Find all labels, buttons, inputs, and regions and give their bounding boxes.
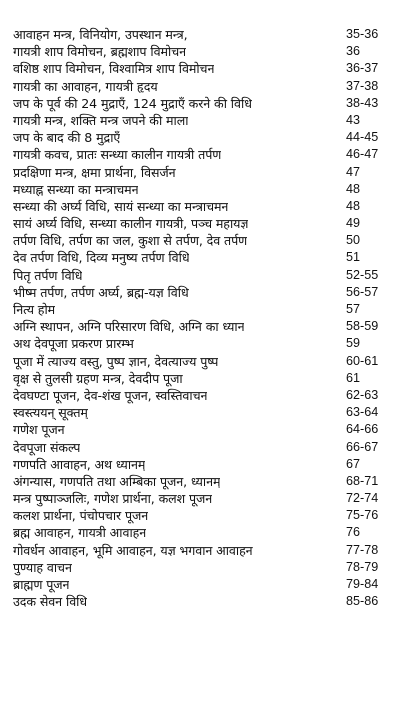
toc-entry-title: सायं अर्घ्य विधि, सन्ध्या कालीन गायत्री, पञ्च महायज्ञ: [13, 216, 249, 232]
toc-entry-pages: 44-45: [346, 130, 379, 145]
toc-entry-title: गणेश पूजन: [13, 422, 65, 438]
toc-entry-pages: 51: [346, 250, 361, 265]
toc-entry-title: प्रदक्षिणा मन्त्र, क्षमा प्रार्थना, विसर्जन: [13, 164, 176, 180]
toc-entry-pages: 56-57: [346, 284, 379, 299]
toc-entry: [0, 267, 411, 284]
toc-entry-pages: 62-63: [346, 387, 379, 402]
toc-entry-title: ब्राह्मण पूजन: [13, 577, 70, 592]
toc-entry: [0, 542, 411, 559]
toc-entry: [0, 112, 411, 129]
toc-entry-pages: 60-61: [346, 353, 379, 368]
toc-entry: [0, 473, 411, 490]
toc-entry-title: गायत्री का आवाहन, गायत्री हृदय: [13, 78, 158, 94]
toc-entry: [0, 284, 411, 301]
toc-entry: [0, 421, 411, 438]
toc-entry-title: गोवर्धन आवाहन, भूमि आवाहन, यज्ञ भगवान आवाहन: [13, 542, 253, 558]
toc-entry-title: वृक्ष से तुलसी ग्रहण मन्त्र, देवदीप पूजा: [13, 370, 183, 386]
toc-entry-title: जप के पूर्व की 24 मुद्राएँ, 124 मुद्राएँ करने की विधि: [13, 95, 252, 111]
toc-entry: [0, 60, 411, 77]
toc-entry-title: अग्नि स्थापन, अग्नि परिसारण विधि, अग्नि का ध्यान: [13, 319, 245, 335]
toc-entry-pages: 72-74: [346, 491, 379, 506]
toc-entry-pages: 67: [346, 456, 361, 471]
toc-entry-title: ब्रह्म आवाहन, गायत्री आवाहन: [13, 525, 147, 541]
toc-entry-pages: 48: [346, 181, 361, 196]
toc-entry-title: गायत्री मन्त्र, शक्ति मन्त्र जपने की माला: [13, 112, 189, 128]
toc-entry: [0, 439, 411, 456]
toc-entry: [0, 353, 411, 370]
toc-entry: [0, 43, 411, 60]
toc-entry-title: स्वस्त्ययन् सूक्तम्: [13, 405, 88, 421]
toc-entry-pages: 50: [346, 233, 361, 248]
toc-entry-pages: 38-43: [346, 95, 379, 110]
toc-entry-pages: 46-47: [346, 147, 379, 162]
toc-entry: [0, 129, 411, 146]
toc-entry: [0, 301, 411, 318]
toc-entry: [0, 198, 411, 215]
toc-entry: [0, 490, 411, 507]
toc-entry: [0, 78, 411, 95]
toc-entry-pages: 57: [346, 302, 361, 316]
toc-entry-title: देवघण्टा पूजन, देव-शंख पूजन, स्वस्तिवाचन: [13, 387, 208, 403]
toc-entry: [0, 26, 411, 43]
toc-entry-pages: 52-55: [346, 267, 379, 282]
toc-entry: [0, 249, 411, 266]
toc-entry: [0, 146, 411, 163]
toc-entry-title: पुण्याह वाचन: [13, 559, 72, 575]
toc-entry-title: पूजा में त्याज्य वस्तु, पुष्प ज्ञान, देवत्याज्य पुष्प: [13, 353, 219, 369]
toc-entry: [0, 215, 411, 232]
toc-entry-title: मन्त्र पुष्पाञ्जलिः, गणेश प्रार्थना, कलश पूजन: [13, 491, 213, 507]
toc-entry-pages: 48: [346, 198, 361, 213]
toc-entry-pages: 64-66: [346, 422, 379, 437]
toc-entry-pages: 76: [346, 525, 361, 540]
toc-entry: [0, 593, 411, 610]
toc-entry: [0, 164, 411, 181]
toc-entry: [0, 181, 411, 198]
toc-entry-pages: 79-84: [346, 577, 379, 591]
toc-entry: [0, 524, 411, 541]
toc-entry-pages: 49: [346, 216, 361, 231]
toc-entry: [0, 576, 411, 593]
toc-entry-title: अंगन्यास, गणपति तथा अम्बिका पूजन, ध्यानम्: [13, 473, 221, 489]
toc-entry-pages: 78-79: [346, 559, 379, 574]
toc-entry-pages: 59: [346, 336, 361, 351]
toc-entry-title: गणपति आवाहन, अथ ध्यानम्: [13, 456, 146, 472]
toc-entry: [0, 95, 411, 112]
toc-entry-pages: 35-36: [346, 27, 379, 41]
toc-entry: [0, 456, 411, 473]
toc-entry-title: मध्याह्न सन्ध्या का मन्त्राचमन: [13, 181, 139, 197]
toc-entry: [0, 335, 411, 352]
toc-entry-pages: 63-64: [346, 405, 379, 420]
toc-entry-title: पितृ तर्पण विधि: [13, 267, 83, 283]
toc-entry-title: कलश प्रार्थना, पंचोपचार पूजन: [13, 508, 149, 524]
toc-entry-pages: 68-71: [346, 473, 379, 488]
toc-entry: [0, 559, 411, 576]
toc-entry-title: तर्पण विधि, तर्पण का जल, कुशा से तर्पण, देव तर्पण: [13, 233, 248, 249]
toc-entry: [0, 404, 411, 421]
toc-entry-title: देवपूजा संकल्प: [13, 439, 81, 455]
toc-entry: [0, 507, 411, 524]
toc-entry-pages: 66-67: [346, 439, 379, 454]
toc-entry: [0, 387, 411, 404]
toc-entry: [0, 318, 411, 335]
toc-entry-pages: 36-37: [346, 61, 379, 76]
toc-entry-title: भीष्म तर्पण, तर्पण अर्घ्य, ब्रह्म-यज्ञ विधि: [13, 284, 189, 300]
toc-entry-pages: 47: [346, 164, 361, 179]
toc-entry-title: उदक सेवन विधि: [13, 594, 88, 610]
toc-entry-pages: 58-59: [346, 319, 379, 334]
toc-entry-title: अथ देवपूजा प्रकरण प्रारम्भ: [13, 336, 134, 352]
toc-entry: [0, 232, 411, 249]
toc-entry-pages: 75-76: [346, 508, 379, 523]
toc-entry-title: आवाहन मन्त्र, विनियोग, उपस्थान मन्त्र,: [13, 27, 188, 42]
toc-entry-pages: 43: [346, 112, 361, 127]
toc-entry-title: गायत्री कवच, प्रातः सन्ध्या कालीन गायत्री तर्पण: [13, 147, 222, 163]
toc-entry-title: सन्ध्या की अर्घ्य विधि, सायं सन्ध्या का मन्त्राचमन: [13, 198, 229, 214]
toc-entry-title: नित्य होम: [13, 302, 56, 317]
toc-entry-title: देव तर्पण विधि, दिव्य मनुष्य तर्पण विधि: [13, 250, 190, 266]
toc-entry-pages: 85-86: [346, 594, 379, 609]
toc-entry-title: वशिष्ठ शाप विमोचन, विश्वामित्र शाप विमोचन: [13, 61, 215, 77]
toc-entry-pages: 36: [346, 44, 361, 59]
toc-entry-pages: 37-38: [346, 78, 379, 93]
toc-entry-title: गायत्री शाप विमोचन, ब्रह्मशाप विमोचन: [13, 44, 187, 60]
toc-entry: [0, 370, 411, 387]
toc-entry-pages: 61: [346, 370, 361, 385]
toc-entry-title: जप के बाद की 8 मुद्राएँ: [13, 130, 121, 146]
toc-entry-pages: 77-78: [346, 542, 379, 557]
